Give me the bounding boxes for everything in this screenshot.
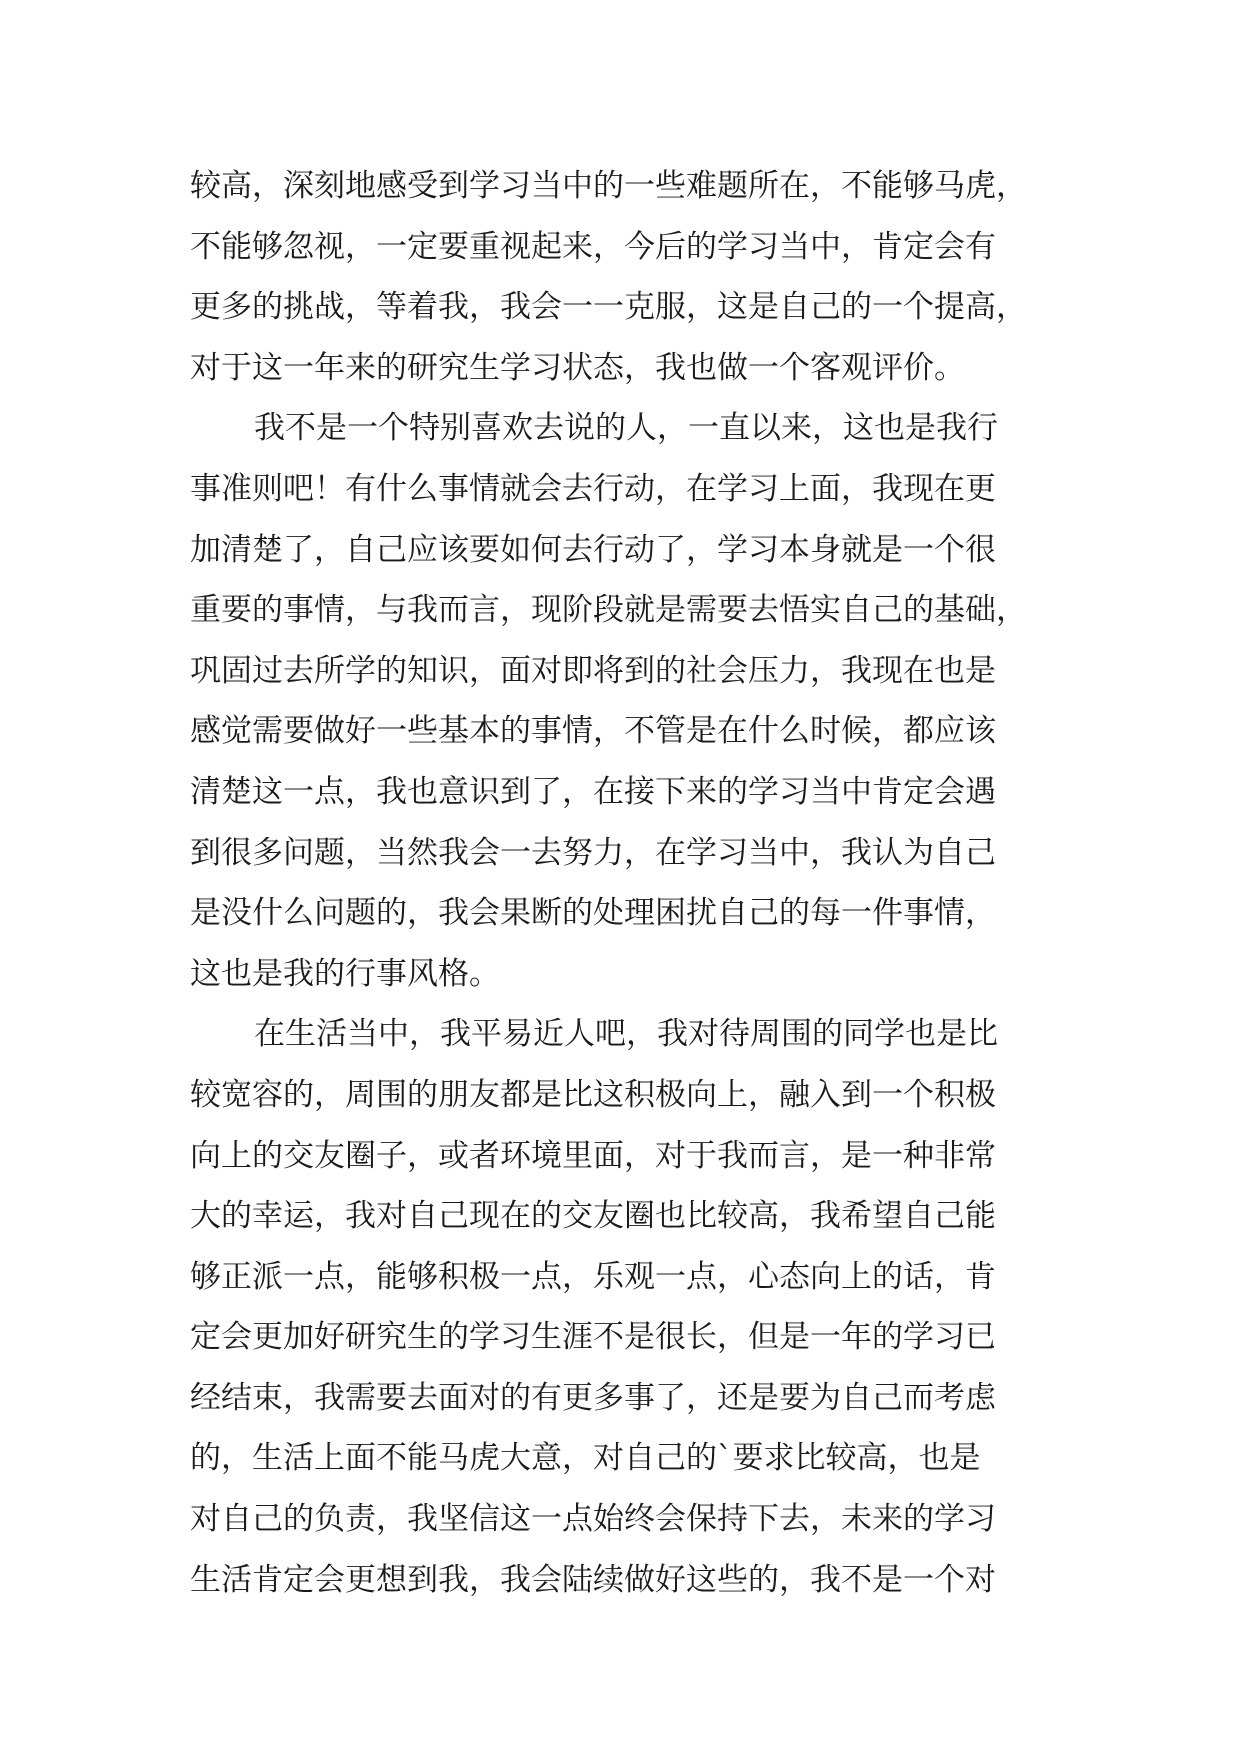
text-line: 够正派一点，能够积极一点，乐观一点，心态向上的话，肯 — [190, 1258, 996, 1295]
text-line: 重要的事情，与我而言，现阶段就是需要去悟实自己的基础， — [190, 592, 1027, 629]
text-line: 经结束，我需要去面对的有更多事了，还是要为自己而考虑 — [190, 1379, 996, 1416]
text-line: 事准则吧！有什么事情就会去行动，在学习上面，我现在更 — [190, 470, 996, 507]
text-line: 加清楚了，自己应该要如何去行动了，学习本身就是一个很 — [190, 531, 996, 568]
text-line: 定会更加好研究生的学习生涯不是很长，但是一年的学习已 — [190, 1319, 996, 1356]
text-line: 向上的交友圈子，或者环境里面，对于我而言，是一种非常 — [190, 1137, 996, 1174]
paragraph-start-line: 在生活当中，我平易近人吧，我对待周围的同学也是比 — [254, 1016, 998, 1053]
text-line: 生活肯定会更想到我，我会陆续做好这些的，我不是一个对 — [190, 1561, 996, 1598]
text-line: 较高，深刻地感受到学习当中的一些难题所在，不能够马虎， — [190, 168, 1027, 204]
document-body — [190, 156, 1060, 1610]
text-line: 较宽容的，周围的朋友都是比这积极向上，融入到一个积极 — [190, 1076, 996, 1113]
text-line: 到很多问题，当然我会一去努力，在学习当中，我认为自己 — [190, 834, 996, 871]
text-line: 更多的挑战，等着我，我会一一克服，这是自己的一个提高， — [190, 289, 1027, 326]
text-line: 这也是我的行事风格。 — [190, 955, 500, 992]
paragraph-start-line: 我不是一个特别喜欢去说的人，一直以来，这也是我行 — [254, 410, 998, 447]
text-line: 对于这一年来的研究生学习状态，我也做一个客观评价。 — [190, 349, 965, 386]
text-line: 的，生活上面不能马虎大意，对自己的`要求比较高，也是 — [190, 1440, 981, 1477]
text-line: 不能够忽视，一定要重视起来，今后的学习当中，肯定会有 — [190, 228, 996, 265]
text-line: 清楚这一点，我也意识到了，在接下来的学习当中肯定会遇 — [190, 773, 996, 810]
text-line: 巩固过去所学的知识，面对即将到的社会压力，我现在也是 — [190, 652, 996, 689]
text-line: 对自己的负责，我坚信这一点始终会保持下去，未来的学习 — [190, 1501, 996, 1538]
text-line: 大的幸运，我对自己现在的交友圈也比较高，我希望自己能 — [190, 1198, 996, 1235]
text-line: 感觉需要做好一些基本的事情，不管是在什么时候，都应该 — [190, 713, 996, 750]
text-line: 是没什么问题的，我会果断的处理困扰自己的每一件事情， — [190, 895, 996, 932]
